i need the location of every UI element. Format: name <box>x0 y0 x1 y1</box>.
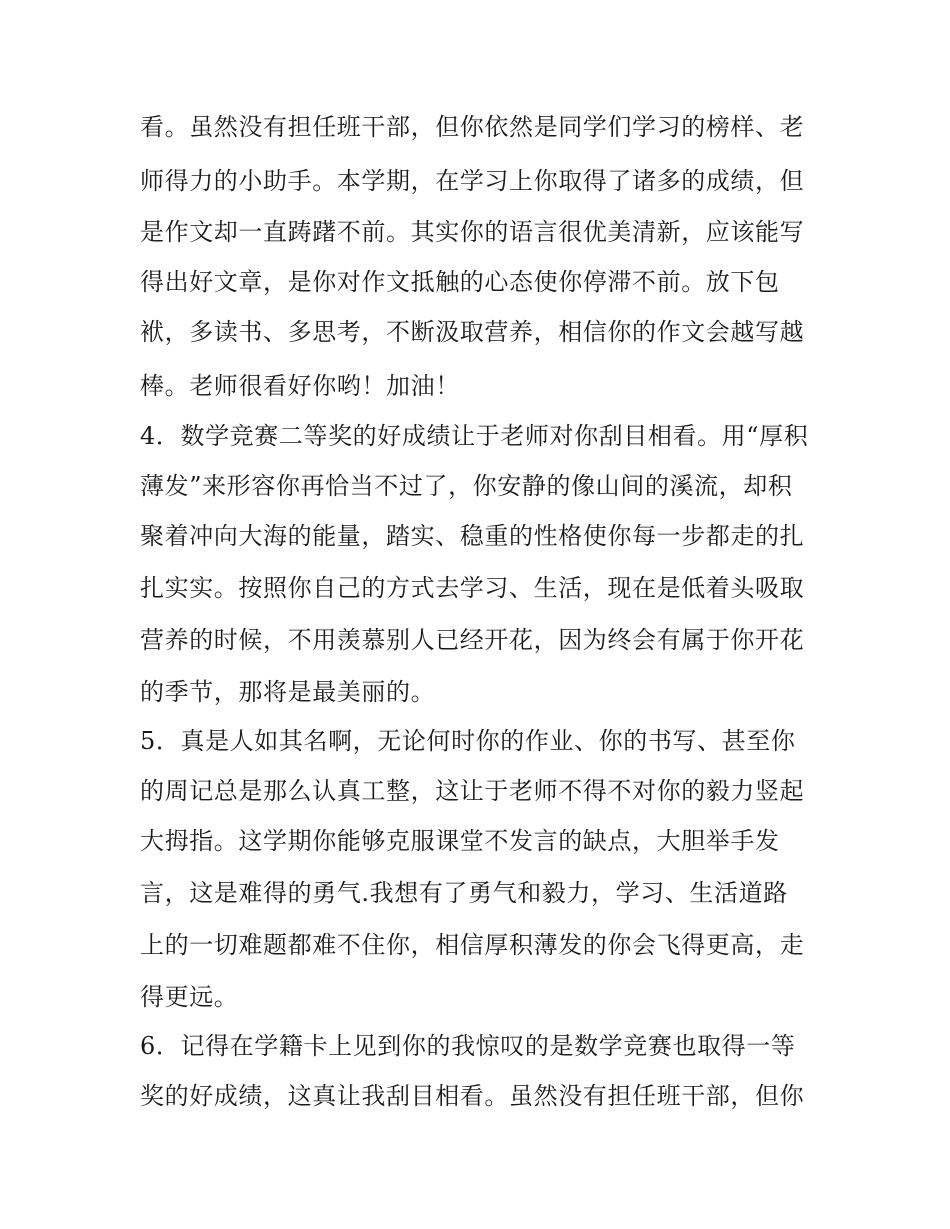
text-line: 师得力的小助手。本学期，在学习上你取得了诸多的成绩，但 <box>140 167 805 195</box>
text-line: 6．记得在学籍卡上见到你的我惊叹的是数学竞赛也取得一等 <box>140 1032 796 1060</box>
text-line: 4．数学竞赛二等奖的好成绩让于老师对你刮目相看。用“厚积 <box>140 422 809 450</box>
text-line: 的周记总是那么认真工整，这让于老师不得不对你的毅力竖起 <box>140 777 805 805</box>
text-line: 的季节，那将是最美丽的。 <box>140 678 436 706</box>
text-line: 棒。老师很看好你哟！加油！ <box>140 372 460 400</box>
text-line: 言，这是难得的勇气.我想有了勇气和毅力，学习、生活道路 <box>140 879 788 907</box>
text-line: 袱，多读书、多思考，不断汲取营养，相信你的作文会越写越 <box>140 318 805 346</box>
text-line: 上的一切难题都难不住你，相信厚积薄发的你会飞得更高，走 <box>140 931 805 959</box>
text-line: 聚着冲向大海的能量，踏实、稳重的性格使你每一步都走的扎 <box>140 522 805 550</box>
text-line: 营养的时候，不用羡慕别人已经开花，因为终会有属于你开花 <box>140 626 805 654</box>
text-line: 得更远。 <box>140 983 239 1011</box>
text-line: 得出好文章，是你对作文抵触的心态使你停滞不前。放下包 <box>140 268 780 296</box>
text-line: 奖的好成绩，这真让我刮目相看。虽然没有担任班干部，但你 <box>140 1082 805 1110</box>
text-line: 大拇指。这学期你能够克服课堂不发言的缺点，大胆举手发 <box>140 827 780 855</box>
text-line: 看。虽然没有担任班干部，但你依然是同学们学习的榜样、老 <box>140 113 805 141</box>
text-line: 是作文却一直踌躇不前。其实你的语言很优美清新，应该能写 <box>140 218 805 246</box>
text-line: 扎实实。按照你自己的方式去学习、生活，现在是低着头吸取 <box>140 574 805 602</box>
text-line: 5．真是人如其名啊，无论何时你的作业、你的书写、甚至你 <box>140 727 796 755</box>
text-line: 薄发”来形容你再恰当不过了，你安静的像山间的溪流，却积 <box>140 472 793 500</box>
